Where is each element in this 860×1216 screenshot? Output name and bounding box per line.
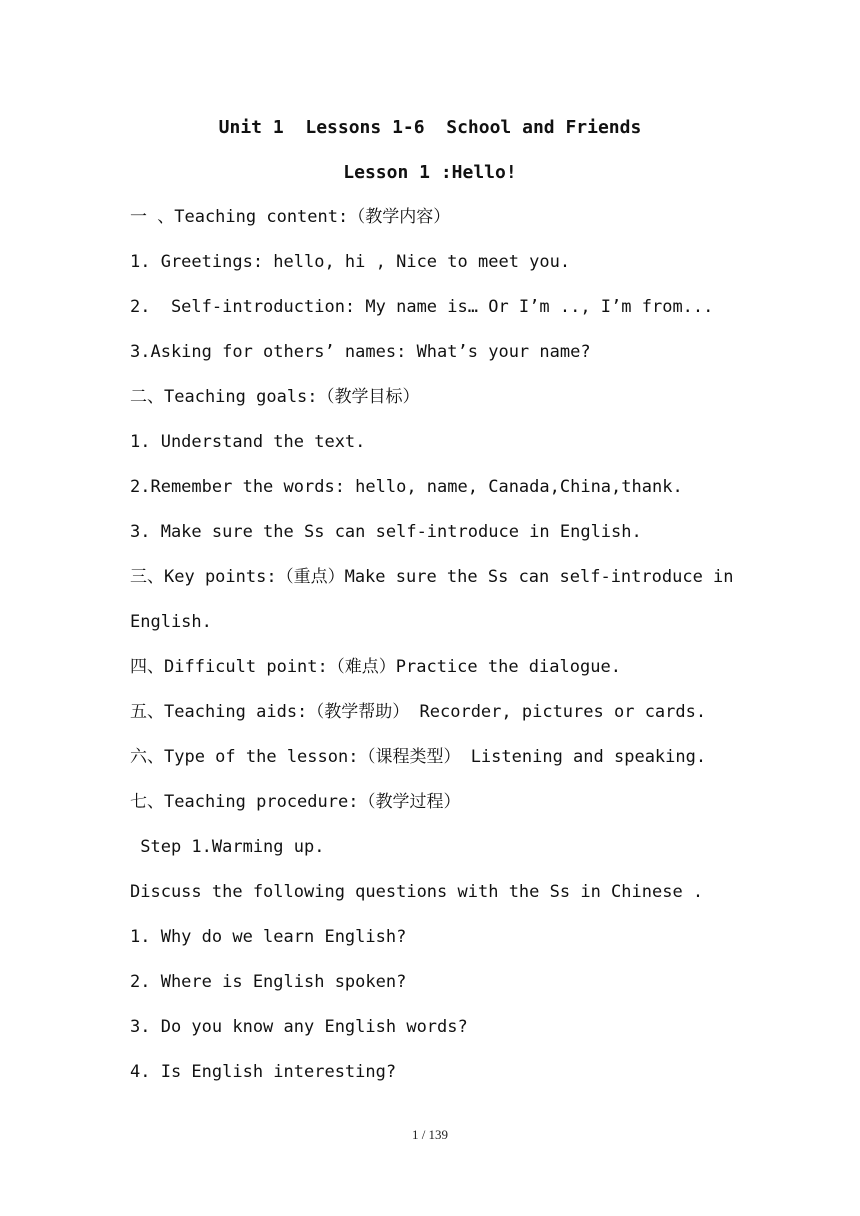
goal-item-1: 1. Understand the text. [130,432,366,452]
question-item-1: 1. Why do we learn English? [130,927,407,947]
step-1-heading: Step 1.Warming up. [130,837,325,857]
discussion-instruction: Discuss the following questions with the Ss in Chinese . [130,882,704,902]
section-lesson-type: 六、Type of the lesson:（课程类型） Listening and speaking. [130,747,707,767]
content-item-1: 1. Greetings: hello, hi , Nice to meet you. [130,252,571,272]
content-item-2: 2. Self-introduction: My name is… Or I’m .., I’m from... [130,297,714,317]
section-difficult-point: 四、Difficult point:（难点）Practice the dialogue. [130,657,621,677]
goal-item-3: 3. Make sure the Ss can self-introduce in English. [130,522,642,542]
section-teaching-goals: 二、Teaching goals:（教学目标） [130,387,420,407]
section-teaching-procedure: 七、Teaching procedure:（教学过程） [130,792,461,812]
section-key-points: 三、Key points:（重点）Make sure the Ss can self-introduce in [130,567,734,587]
section-teaching-aids: 五、Teaching aids:（教学帮助） Recorder, pictures or cards. [130,702,707,722]
goal-item-2: 2.Remember the words: hello, name, Canada,China,thank. [130,477,683,497]
lesson-title: Lesson 1 :Hello! [343,162,517,183]
content-item-3: 3.Asking for others’ names: What’s your name? [130,342,591,362]
page-number: 1 / 139 [411,1127,449,1142]
section-teaching-content: 一 、Teaching content:（教学内容） [130,207,451,227]
key-points-continued: English. [130,612,212,632]
question-item-4: 4. Is English interesting? [130,1062,397,1082]
question-item-2: 2. Where is English spoken? [130,972,407,992]
question-item-3: 3. Do you know any English words? [130,1017,468,1037]
document-title: Unit 1 Lessons 1-6 School and Friends [218,117,642,138]
